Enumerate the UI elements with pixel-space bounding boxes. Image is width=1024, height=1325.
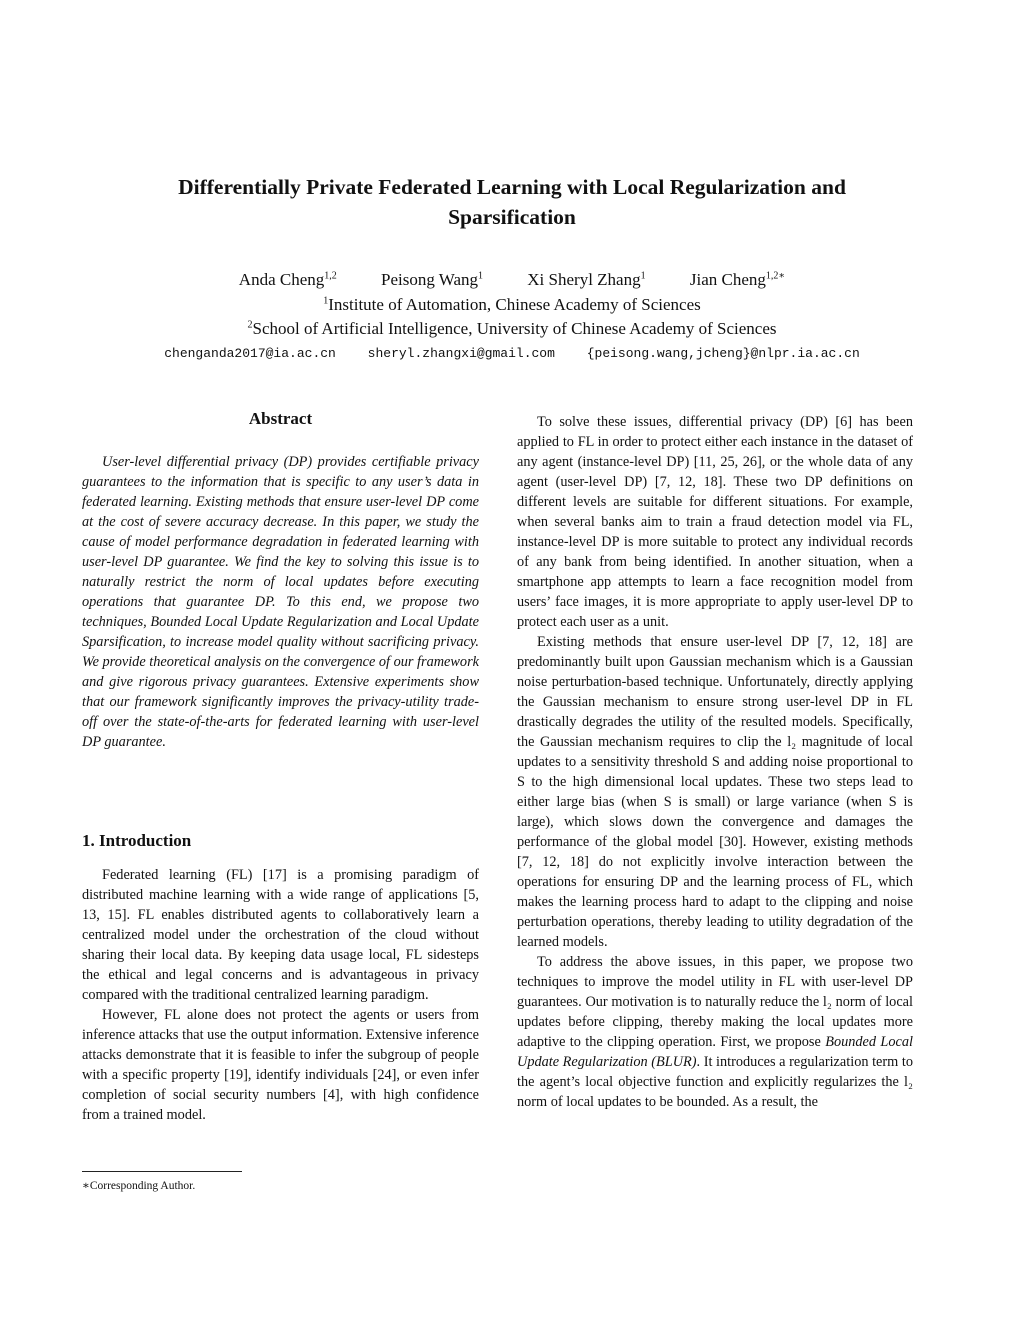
paper-title	[60, 172, 964, 232]
right-paragraph-2: Existing methods that ensure user-level DP [7, 12, 18] are predominantly built upon Gaussian mechanism which is a Gaussian noise perturbation-based technique. Unfortunately, directly applying the Gaussian mechanism to ensure strong user-level DP in FL drastically degrades the utility of the resulted models. Specifically, the Gaussian mechanism requires to clip the l₂ magnitude of local updates to a sensitivity threshold S and adding noise proportional to S to the high dimensional local updates. These two steps lead to either large bias (when S is small) or large variance (when S is large), which slows down the convergence and damages the performance of the global model [30]. However, existing methods [7, 12, 18] do not explicitly involve interaction between the operations for ensuring DP and the learning process of FL, which makes the learning process hard to adapt to the clipping and noise perturbation operations, thereby leading to utility degradation of the learned models.	[517, 634, 913, 950]
footnote-rule	[82, 1171, 242, 1172]
email-list	[60, 346, 964, 361]
blur-term: Bounded Local Update Regularization (BLUR)	[517, 1034, 913, 1070]
intro-paragraph-2: However, FL alone does not protect the agents or users from inference attacks that use the output information. Extensive inference attacks demonstrate that it is feasible to infer the subgroup of people with a specific property [19], identify individuals [24], or even infer completion of social security numbers [4], with high confidence from a trained model.	[82, 1007, 479, 1123]
author: Xi Sheryl Zhang$^1$	[527, 270, 646, 289]
email: chenganda2017@ia.ac.cn	[164, 346, 336, 361]
right-paragraph-1: To solve these issues, differential privacy (DP) [6] has been applied to FL in order to protect either each instance in the dataset of any agent (instance-level DP) [11, 25, 26], or the whole data of any agent (user-level DP) [7, 12, 18]. These two DP definitions on different levels are suitable for different situations. For example, when several banks aim to train a fraud detection model via FL, instance-level DP is more suitable to protect any individual records of any bank from being identified. In another situation, when a smartphone app attempts to learn a face recognition model from users’ face images, it is more appropriate to apply user-level DP to protect each user as a unit.	[517, 414, 913, 630]
footnote: ∗Corresponding Author.	[82, 1180, 196, 1192]
right-paragraph-3: To address the above issues, in this paper, we propose two techniques to improve the model utility in FL with user-level DP guarantees. Our motivation is to naturally reduce the l₂ norm of local updates before clipping, thereby making the local updates more adaptive to the clipping operation. First, we propose Bounded Local Update Regularization (BLUR). It introduces a regularization term to the agent’s local objective function and explicitly regularizes the l₂ norm of local updates to be bounded. As a result, the	[517, 954, 913, 1110]
abstract-heading: Abstract	[248, 409, 313, 428]
intro-heading: 1. Introduction	[82, 831, 192, 850]
affiliation-1: $^1$Institute of Automation, Chinese Academy of Sciences	[323, 295, 701, 314]
title-line-2: Sparsification	[448, 205, 576, 229]
intro-body	[82, 865, 479, 1125]
abstract-body	[82, 452, 479, 752]
email: sheryl.zhangxi@gmail.com	[367, 346, 555, 361]
author: Jian Cheng$^{1,2∗}$	[689, 270, 786, 289]
email: {peisong.wang,jcheng}@nlpr.ia.ac.cn	[586, 346, 860, 361]
intro-paragraph-1: Federated learning (FL) [17] is a promising paradigm of distributed machine learning with a wide range of applications [5, 13, 15]. FL enables distributed agents to collaboratively learn a centralized model under the orchestration of the cloud without sharing their local data. By keeping data usage local, FL sidesteps the ethical and legal concerns and is advantageous in privacy compared with the traditional centralized learning paradigm.	[82, 867, 479, 1003]
abstract-text: User-level differential privacy (DP) provides certifiable privacy guarantees to the information that is specific to any user’s data in federated learning. Existing methods that ensure user-level DP come at the cost of severe accuracy decrease. In this paper, we study the cause of model performance degradation in federated learning with user-level DP guarantee. We find the key to solving this issue is to naturally restrict the norm of local updates before executing operations that guarantee DP. To this end, we propose two techniques, Bounded Local Update Regularization and Local Update Sparsification, to increase model quality without sacrificing privacy. We provide theoretical analysis on the convergence of our framework and give rigorous privacy guarantees. Extensive experiments show that our framework significantly improves the privacy-utility trade-off over the state-of-the-arts for federated learning with user-level DP guarantee.	[82, 454, 479, 750]
affiliation-2: $^2$School of Artificial Intelligence, University of Chinese Academy of Sciences	[247, 319, 777, 338]
author-list	[60, 268, 964, 292]
author: Anda Cheng$^{1,2}$	[238, 270, 337, 289]
right-column	[517, 412, 913, 1112]
title-line-1: Differentially Private Federated Learning with Local Regularization and	[178, 175, 846, 199]
author: Peisong Wang$^1$	[381, 270, 484, 289]
